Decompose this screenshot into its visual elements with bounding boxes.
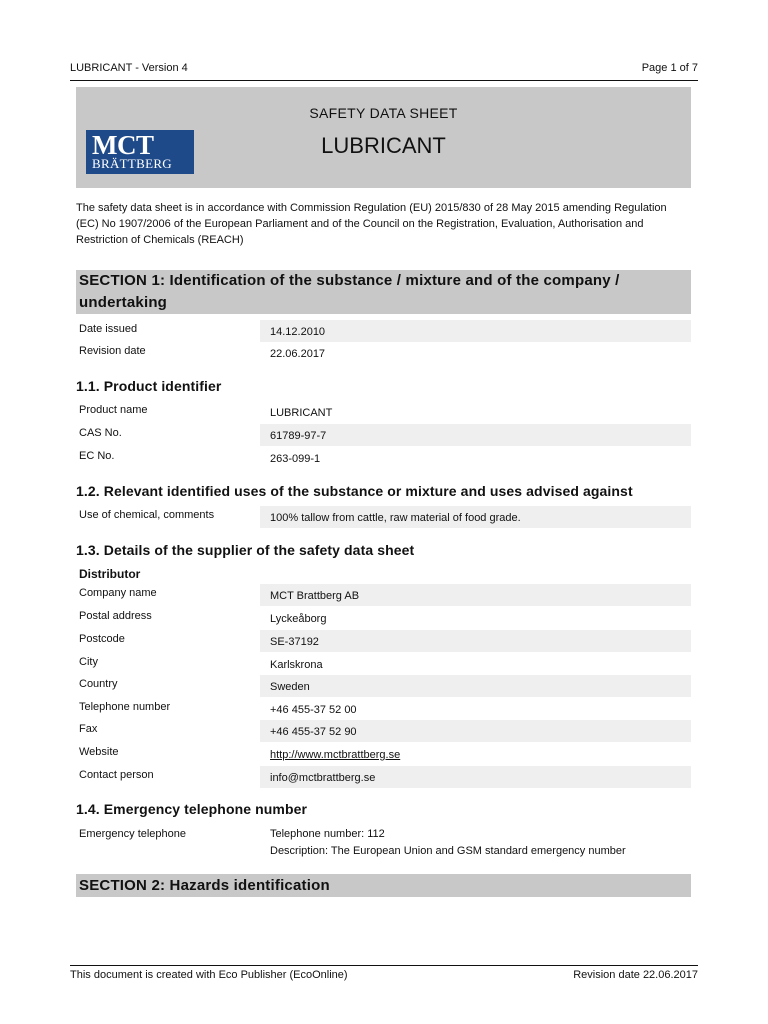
section-1-heading: SECTION 1: Identification of the substance / mixture and of the company / undertaking	[76, 270, 691, 314]
logo-text-mct: MCT	[92, 130, 154, 160]
row-value-contact-person: info@mctbrattberg.se	[260, 766, 691, 788]
row-value-country: Sweden	[260, 675, 691, 697]
row-value-city: Karlskrona	[270, 659, 323, 671]
row-value-telephone: +46 455-37 52 00	[270, 704, 357, 716]
distributor-label: Distributor	[79, 567, 141, 581]
footer-creator-note: This document is created with Eco Publisher (EcoOnline)	[70, 969, 348, 981]
website-link[interactable]: http://www.mctbrattberg.se	[270, 749, 401, 761]
row-value-company-name: MCT Brattberg AB	[260, 584, 691, 606]
row-label-ec-no: EC No.	[79, 450, 115, 462]
section-2-heading: SECTION 2: Hazards identification	[76, 874, 691, 897]
row-value-cas-no: 61789-97-7	[260, 424, 691, 446]
emergency-heading: 1.4. Emergency telephone number	[76, 801, 308, 817]
row-label-product-name: Product name	[79, 404, 148, 416]
row-value-date-issued: 14.12.2010	[260, 320, 691, 342]
row-value-website	[260, 743, 691, 765]
logo-text-brattberg: BRÄTTBERG	[92, 156, 172, 171]
page-footer	[70, 965, 698, 984]
row-value-fax: +46 455-37 52 90	[260, 720, 691, 742]
product-identifier-heading: 1.1. Product identifier	[76, 378, 222, 394]
row-value-ec-no: 263-099-1	[270, 453, 321, 465]
page-header	[70, 62, 698, 81]
row-label-telephone: Telephone number	[79, 701, 171, 713]
row-label-use-of-chemical: Use of chemical, comments	[79, 509, 215, 521]
row-label-contact-person: Contact person	[79, 769, 154, 781]
supplier-heading: 1.3. Details of the supplier of the safety data sheet	[76, 542, 415, 558]
title-banner	[76, 87, 691, 188]
row-label-date-issued: Date issued	[79, 323, 138, 335]
banner-subtitle: SAFETY DATA SHEET	[309, 105, 458, 121]
row-value-postal-address: Lyckeåborg	[270, 613, 327, 625]
footer-revision-date: Revision date 22.06.2017	[573, 969, 698, 981]
intro-paragraph: The safety data sheet is in accordance with Commission Regulation (EU) 2015/830 of 28 May 2015 amending Regulation (EC) No 1907/2006 of the European Parliament and of the Council on the Registration, Evaluation, Authorisation and Restriction of Chemicals (REACH)	[76, 202, 667, 246]
row-label-company-name: Company name	[79, 587, 157, 599]
row-label-country: Country	[79, 678, 118, 690]
row-value-product-name: LUBRICANT	[270, 407, 333, 419]
row-label-website: Website	[79, 746, 119, 758]
row-label-revision-date: Revision date	[79, 345, 146, 357]
uses-heading: 1.2. Relevant identified uses of the substance or mixture and uses advised against	[76, 483, 633, 499]
page-number: Page 1 of 7	[641, 62, 698, 74]
row-value-postcode: SE-37192	[260, 630, 691, 652]
document-title: LUBRICANT - Version 4	[70, 62, 188, 74]
row-label-cas-no: CAS No.	[79, 427, 122, 439]
row-label-fax: Fax	[79, 723, 98, 735]
emergency-line-1: Telephone number: 112	[270, 828, 385, 840]
row-label-city: City	[79, 656, 98, 668]
banner-title: LUBRICANT	[321, 133, 446, 158]
emergency-line-2: Description: The European Union and GSM standard emergency number	[270, 845, 626, 857]
row-label-emergency-telephone: Emergency telephone	[79, 828, 187, 840]
row-label-postal-address: Postal address	[79, 610, 152, 622]
row-value-revision-date: 22.06.2017	[270, 348, 326, 360]
row-label-postcode: Postcode	[79, 633, 125, 645]
row-value-use-of-chemical: 100% tallow from cattle, raw material of food grade.	[260, 506, 691, 528]
